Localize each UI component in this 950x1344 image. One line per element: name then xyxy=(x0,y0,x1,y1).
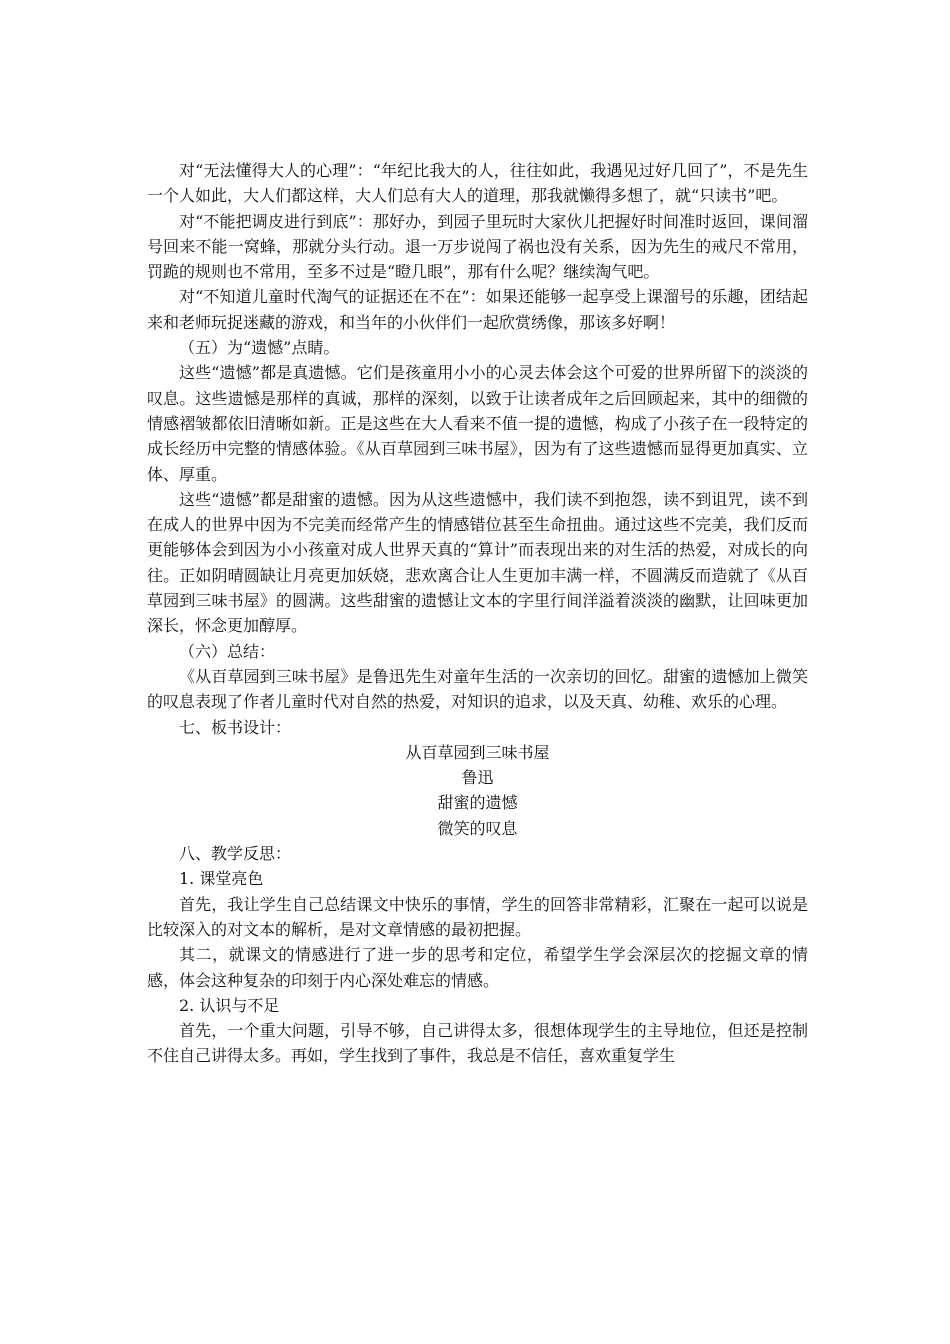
paragraph: 对“不能把调皮进行到底”：那好办，到园子里玩时大家伙儿把握好时间准时返回，课间溜号回来不能一窝蜂，那就分头行动。退一万步说闯了祸也没有关系，因为先生的戒尺不常用，罚跪的规则也不常用，至多不过是“瞪几眼”，那有什么呢？继续淘气吧。 xyxy=(147,211,808,282)
board-design-line: 鲁迅 xyxy=(461,768,494,788)
paragraph: 这些“遗憾”都是甜蜜的遗憾。因为从这些遗憾中，我们读不到抱怨，读不到诅咒，读不到在成人的世界中因为不完美而经常产生的情感错位甚至生命扭曲。通过这些不完美，我们反而更能够体会到因为小小孩童对成人世界天真的“算计”而表现出来的对生活的热爱，对成长的向往。正如阴晴圆缺让月亮更加妖娆，悲欢离合让人生更加丰满一样，不圆满反而造就了《从百草园到三味书屋》的圆满。这些甜蜜的遗憾让文本的字里行间洋溢着淡淡的幽默，让回味更加深长，怀念更加醇厚。 xyxy=(147,489,808,636)
sub-heading: 1. 课堂亮色 xyxy=(179,869,264,889)
section-heading: （六）总结： xyxy=(179,641,276,661)
board-design-line: 微笑的叹息 xyxy=(437,818,518,838)
paragraph: 首先，一个重大问题，引导不够，自己讲得太多，很想体现学生的主导地位，但还是控制不住自己讲得太多。再如，学生找到了事件，我总是不信任，喜欢重复学生 xyxy=(147,1021,808,1066)
section-heading: （五）为“遗憾”点睛。 xyxy=(179,338,340,358)
paragraph: 对“无法懂得大人的心理”：“年纪比我大的人，往往如此，我遇见过好几回了”，不是先生一个人如此，大人们都这样，大人们总有大人的道理，那我就懒得多想了，就“只读书”吧。 xyxy=(147,161,808,206)
board-design-line: 从百草园到三味书屋 xyxy=(405,742,550,762)
paragraph: 其二，就课文的情感进行了进一步的思考和定位，希望学生学会深层次的挖掘文章的情感，体会这种复杂的印刻于内心深处难忘的情感。 xyxy=(147,945,808,990)
section-heading: 七、板书设计： xyxy=(179,717,292,737)
document-page xyxy=(147,158,808,1069)
paragraph: 对“不知道儿童时代淘气的证据还在不在”：如果还能够一起享受上课溜号的乐趣，团结起来和老师玩捉迷藏的游戏，和当年的小伙伴们一起欣赏绣像，那该多好啊！ xyxy=(147,287,808,332)
section-heading: 八、教学反思： xyxy=(179,844,292,864)
paragraph: 《从百草园到三味书屋》是鲁迅先生对童年生活的一次亲切的回忆。甜蜜的遗憾加上微笑的叹息表现了作者儿童时代对自然的热爱，对知识的追求，以及天真、幼稚、欢乐的心理。 xyxy=(147,666,808,712)
paragraph: 首先，我让学生自己总结课文中快乐的事情，学生的回答非常精彩，汇聚在一起可以说是比较深入的对文本的解析，是对文章情感的最初把握。 xyxy=(147,894,808,939)
board-design-line: 甜蜜的遗憾 xyxy=(437,793,518,813)
sub-heading: 2. 认识与不足 xyxy=(179,995,280,1015)
paragraph: 这些“遗憾”都是真遗憾。它们是孩童用小小的心灵去体会这个可爱的世界所留下的淡淡的叹息。这些遗憾是那样的真诚，那样的深刻，以致于让读者成年之后回顾起来，其中的细微的情感褶皱都依旧清晰如新。正是这些在大人看来不值一提的遗憾，构成了小孩子在一段特定的成长经历中完整的情感体验。《从百草园到三味书屋》，因为有了这些遗憾而显得更加真实、立体、厚重。 xyxy=(147,363,808,484)
